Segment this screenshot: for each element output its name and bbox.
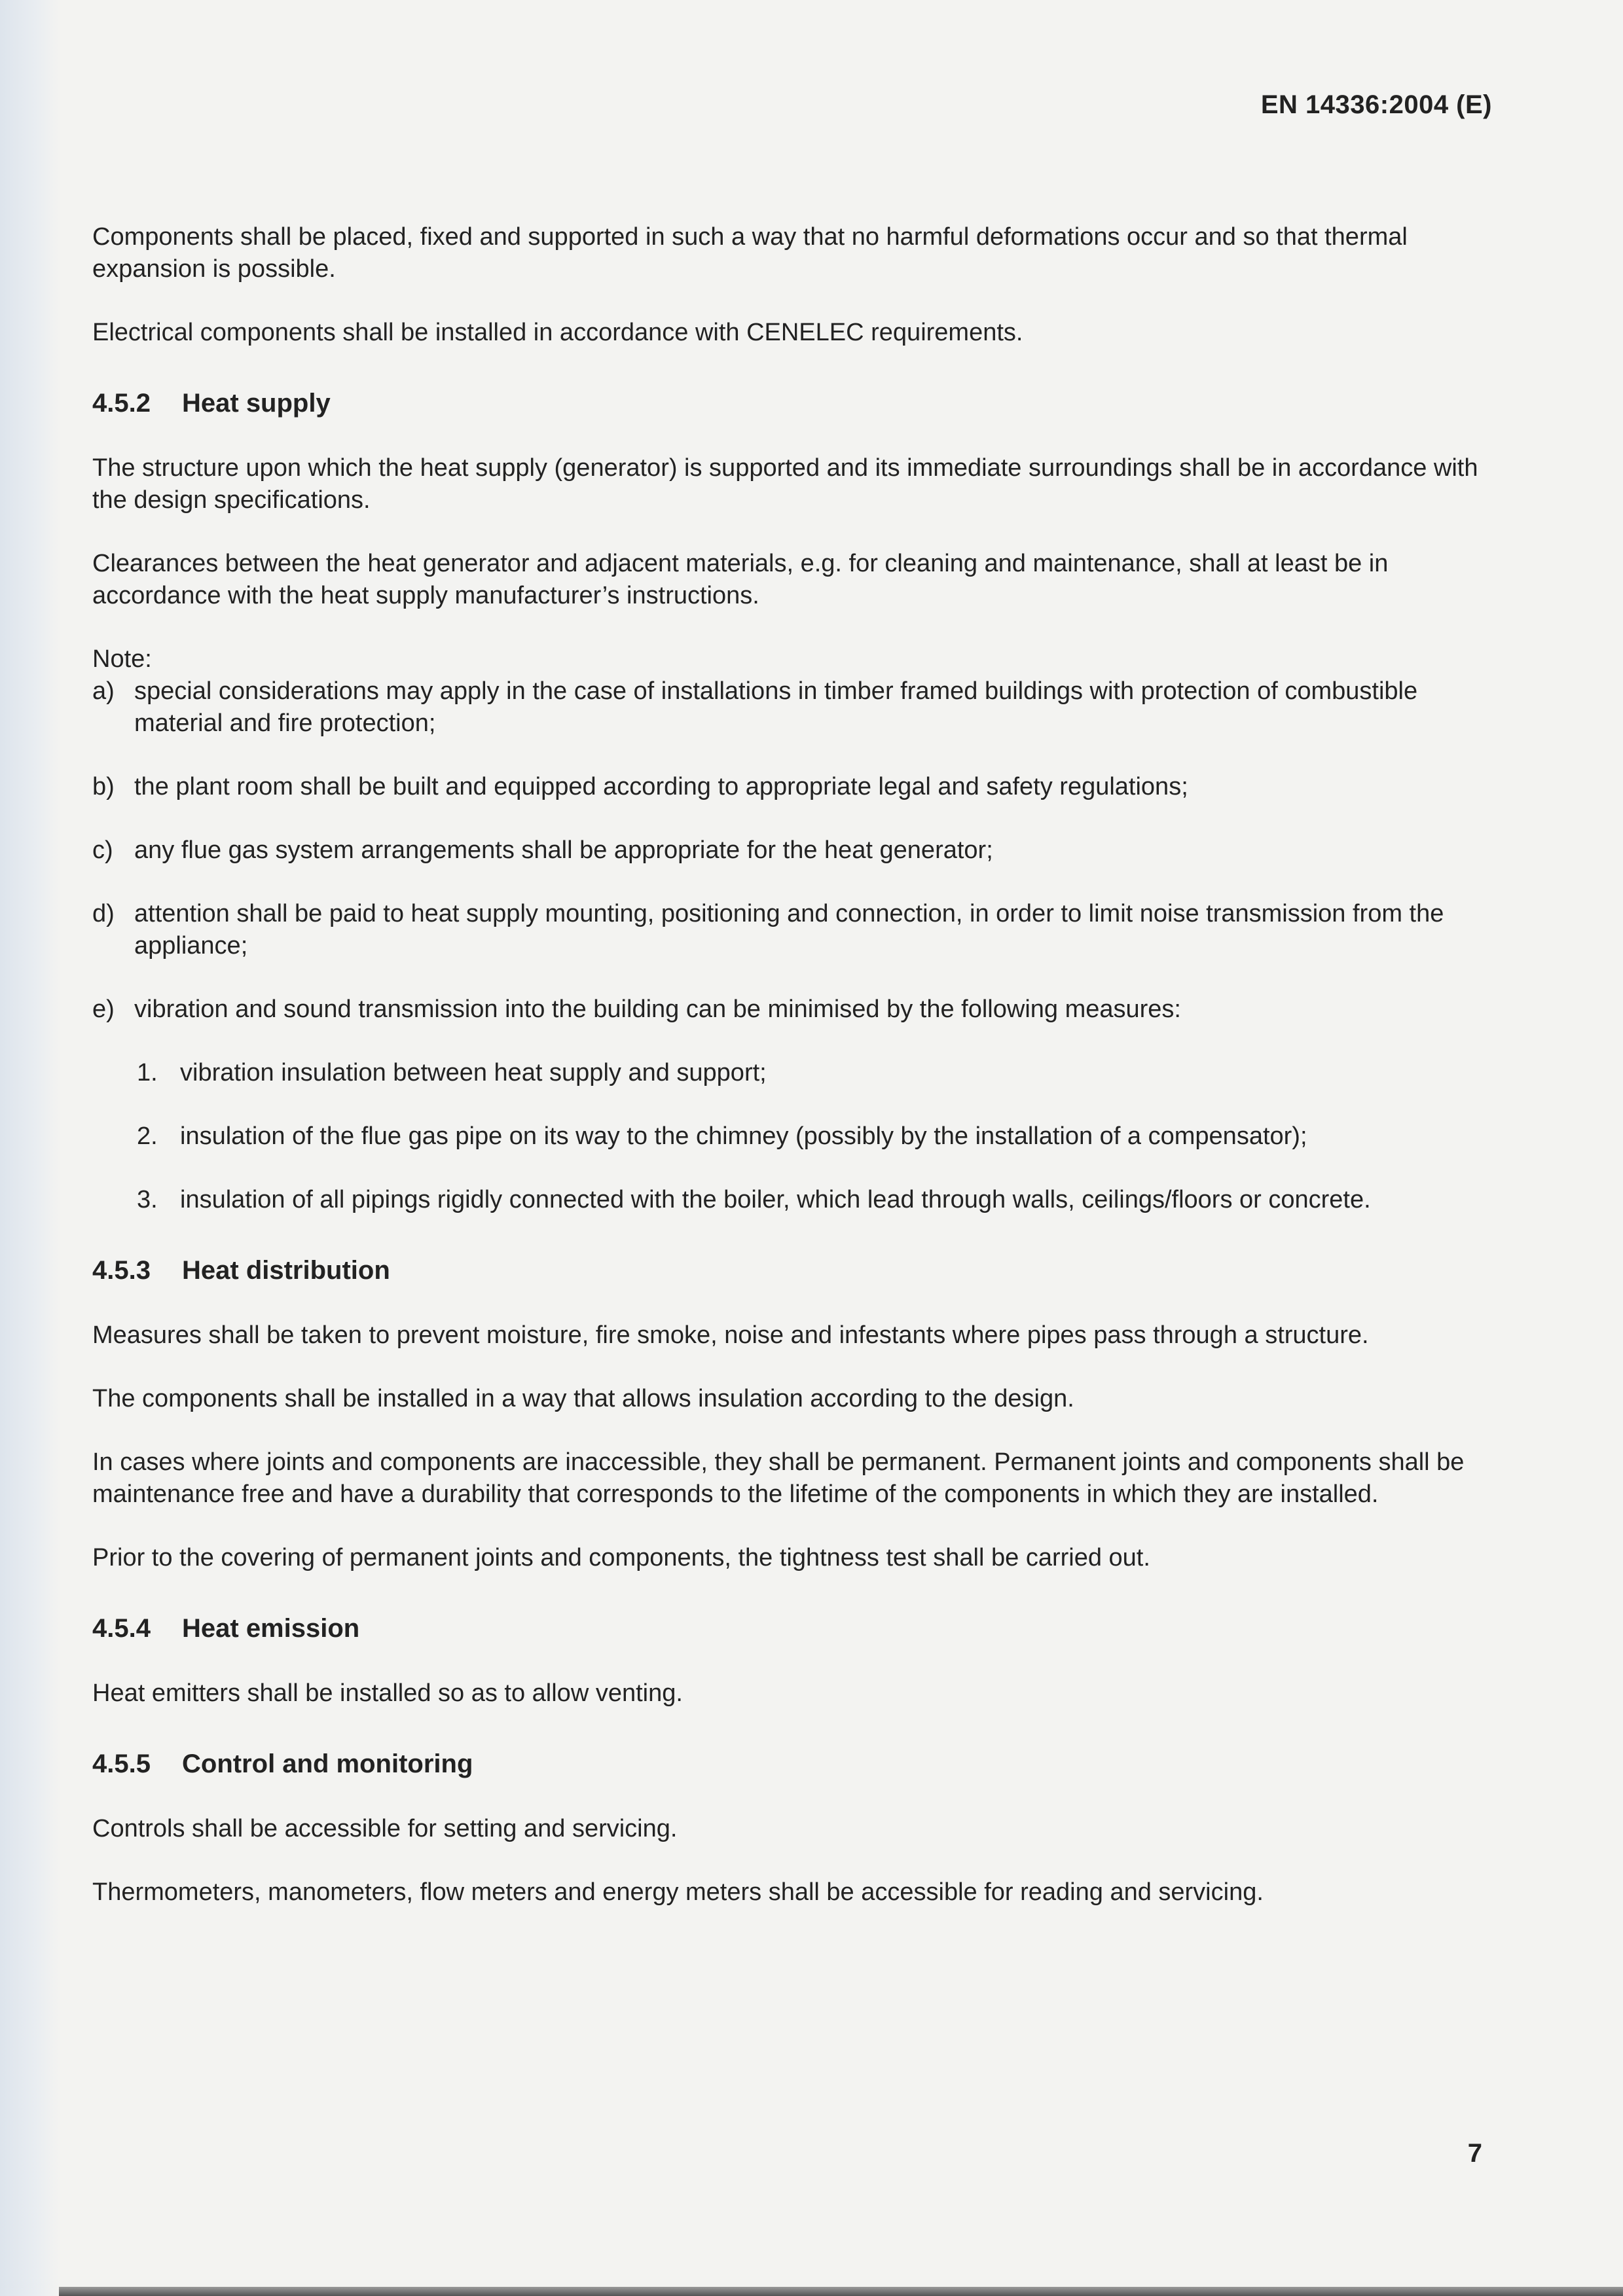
section-title: Control and monitoring: [182, 1749, 473, 1778]
section-heading-4-5-2: [92, 387, 1493, 420]
note-list: [92, 675, 1493, 1026]
document-id-header: EN 14336:2004 (E): [1260, 90, 1492, 119]
list-marker: a): [92, 677, 115, 705]
list-marker: 1.: [137, 1059, 158, 1086]
measures-sublist: [134, 1057, 1493, 1216]
heat-distribution-paragraph-4: Prior to the covering of permanent joints and components, the tightness test shall be carried out.: [92, 1544, 1150, 1571]
section-number: 4.5.5: [92, 1749, 151, 1778]
page-number: 7: [1467, 2139, 1482, 2168]
section-title: Heat emission: [182, 1614, 360, 1643]
scan-bottom-edge: [59, 2287, 1623, 2296]
list-item-text: vibration and sound transmission into the building can be minimised by the following measures:: [134, 996, 1181, 1023]
intro-paragraph-2: Electrical components shall be installed in accordance with CENELEC requirements.: [92, 319, 1023, 346]
section-heading-4-5-3: [92, 1254, 1493, 1287]
list-item-text: vibration insulation between heat supply and support;: [180, 1059, 767, 1086]
list-item-text: insulation of all pipings rigidly connected with the boiler, which lead through walls, ceilings/floors or concrete.: [180, 1186, 1371, 1213]
section-title: Heat supply: [182, 389, 331, 418]
note-list-item: [92, 771, 1493, 803]
section-number: 4.5.2: [92, 389, 151, 418]
section-number: 4.5.3: [92, 1256, 151, 1285]
list-marker: b): [92, 773, 115, 800]
heat-distribution-paragraph-3: In cases where joints and components are inaccessible, they shall be permanent. Permanent joints and components shall be maintenance free and have a durability that corresponds to the lifetime of the components in which they are installed.: [92, 1448, 1465, 1508]
section-title: Heat distribution: [182, 1256, 390, 1285]
note-list-item: [92, 994, 1493, 1026]
section-number: 4.5.4: [92, 1614, 151, 1643]
list-marker: d): [92, 900, 115, 927]
heat-distribution-paragraph-1: Measures shall be taken to prevent moisture, fire smoke, noise and infestants where pipes pass through a structure.: [92, 1321, 1369, 1349]
list-item-text: attention shall be paid to heat supply mounting, positioning and connection, in order to limit noise transmission from the appliance;: [134, 900, 1444, 960]
measures-list-item: [134, 1121, 1493, 1153]
heat-emission-paragraph-1: Heat emitters shall be installed so as to allow venting.: [92, 1679, 683, 1707]
scan-shadow-edge: [0, 0, 59, 2296]
list-item-text: the plant room shall be built and equipped according to appropriate legal and safety regulations;: [134, 773, 1188, 800]
heat-supply-paragraph-1: The structure upon which the heat supply (generator) is supported and its immediate surroundings shall be in accordance with the design specifications.: [92, 454, 1478, 514]
heat-supply-paragraph-2: Clearances between the heat generator and adjacent materials, e.g. for cleaning and maintenance, shall at least be in accordance with the heat supply manufacturer’s instructions.: [92, 550, 1389, 609]
list-item-text: insulation of the flue gas pipe on its way to the chimney (possibly by the installation of a compensator);: [180, 1122, 1307, 1150]
note-label: Note:: [92, 645, 152, 673]
list-marker: c): [92, 836, 113, 864]
heat-distribution-paragraph-2: The components shall be installed in a way that allows insulation according to the design.: [92, 1385, 1074, 1412]
list-item-text: special considerations may apply in the case of installations in timber framed buildings with protection of combustible material and fire protection;: [134, 677, 1418, 737]
note-list-item: [92, 675, 1493, 740]
measures-list-item: [134, 1057, 1493, 1089]
page-content: [92, 221, 1493, 1940]
intro-paragraph-1: Components shall be placed, fixed and supported in such a way that no harmful deformations occur and so that thermal expansion is possible.: [92, 223, 1408, 283]
note-list-item: [92, 834, 1493, 867]
list-item-text: any flue gas system arrangements shall be appropriate for the heat generator;: [134, 836, 993, 864]
section-heading-4-5-4: [92, 1612, 1493, 1645]
control-monitoring-paragraph-2: Thermometers, manometers, flow meters and energy meters shall be accessible for reading and servicing.: [92, 1878, 1264, 1906]
section-heading-4-5-5: [92, 1748, 1493, 1780]
note-list-item: [92, 898, 1493, 962]
control-monitoring-paragraph-1: Controls shall be accessible for setting and servicing.: [92, 1815, 678, 1842]
list-marker: 3.: [137, 1186, 158, 1213]
measures-list-item: [134, 1184, 1493, 1216]
list-marker: 2.: [137, 1122, 158, 1150]
list-marker: e): [92, 996, 115, 1023]
